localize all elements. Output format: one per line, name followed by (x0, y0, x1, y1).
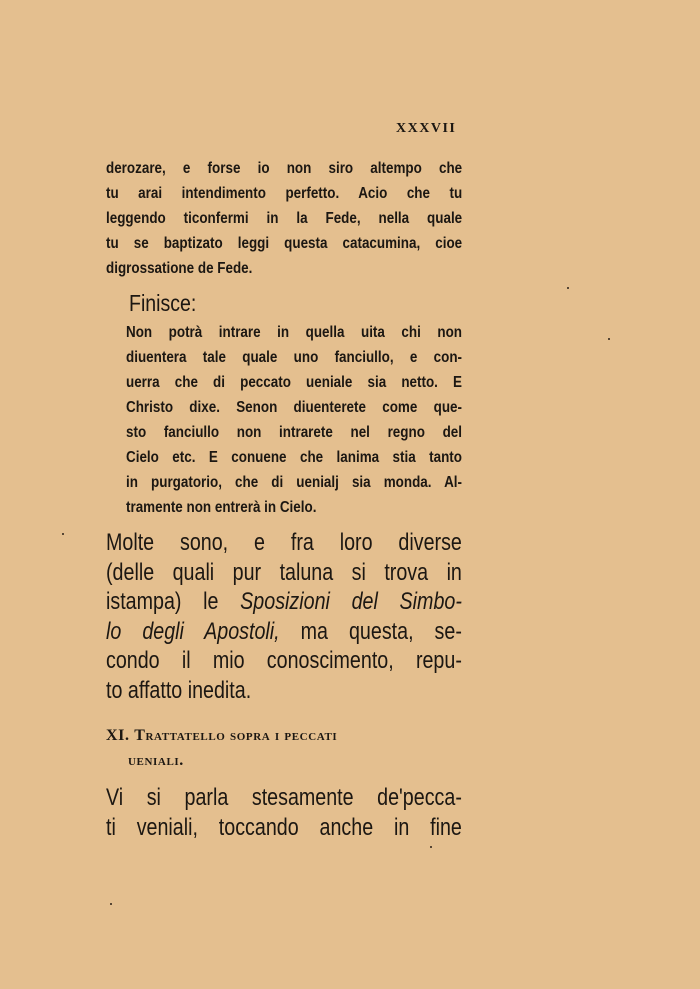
text-line: condo il mio conoscimento, repu- (106, 647, 462, 675)
text-line: derozare, e forse io non siro altempo che (106, 160, 463, 177)
text-line: to affatto inedita. (106, 676, 252, 704)
page-number: XXXVII (396, 121, 457, 136)
text-run: istampa) le (106, 588, 241, 616)
text-line: digrossatione de Fede. (106, 260, 253, 277)
text-line: leggendo ticonfermi in la Fede, nella quale (106, 210, 463, 227)
text-line: uerra che di peccato ueniale sia netto. E (126, 374, 462, 391)
text-line: tu arai intendimento perfetto. Acio che tu (106, 185, 463, 202)
text-line (106, 587, 462, 617)
section-heading (106, 723, 337, 773)
speck-mark (110, 903, 112, 905)
speck-mark (430, 846, 432, 848)
italic-title: lo degli Apostoli, (106, 617, 280, 645)
intro-paragraph (106, 156, 462, 281)
text-line: (delle quali pur taluna si trova in (106, 558, 462, 586)
speck-mark (567, 287, 569, 289)
text-line: sto fanciullo non intrarete nel regno del (126, 424, 462, 441)
section-number: XI. (106, 727, 130, 744)
finisce-heading: Finisce: (129, 290, 197, 316)
text-line: diuentera tale quale uno fanciullo, e con- (126, 349, 462, 366)
text-line: tu se baptizato leggi questa catacumina, cioe (106, 235, 463, 252)
speck-mark (62, 533, 64, 535)
text-line (106, 617, 462, 647)
text-line: Christo dixe. Senon diuenterete come que- (126, 399, 462, 416)
section-paragraph (106, 783, 462, 842)
text-line: ti veniali, toccando anche in fine (106, 813, 462, 841)
text-line: Vi si parla stesamente de'pecca- (106, 784, 462, 811)
text-line: Cielo etc. E conuene che lanima stia tanto (126, 449, 462, 466)
text-line: Non potrà intrare in quella uita chi non (126, 324, 462, 341)
text-run: ma questa, se- (279, 617, 462, 645)
finisce-quote (126, 320, 482, 520)
section-title-line: ueniali. (128, 752, 184, 769)
text-line: tramente non entrerà in Cielo. (126, 499, 317, 516)
text-line: in purgatorio, che di uenialj sia monda. Al- (126, 474, 462, 491)
italic-title: Sposizioni del Simbo- (240, 588, 462, 616)
commentary-paragraph (106, 528, 462, 706)
speck-mark (608, 338, 610, 340)
text-line: Molte sono, e fra loro diverse (106, 529, 462, 556)
section-title-line: Trattatello sopra i peccati (134, 727, 338, 744)
